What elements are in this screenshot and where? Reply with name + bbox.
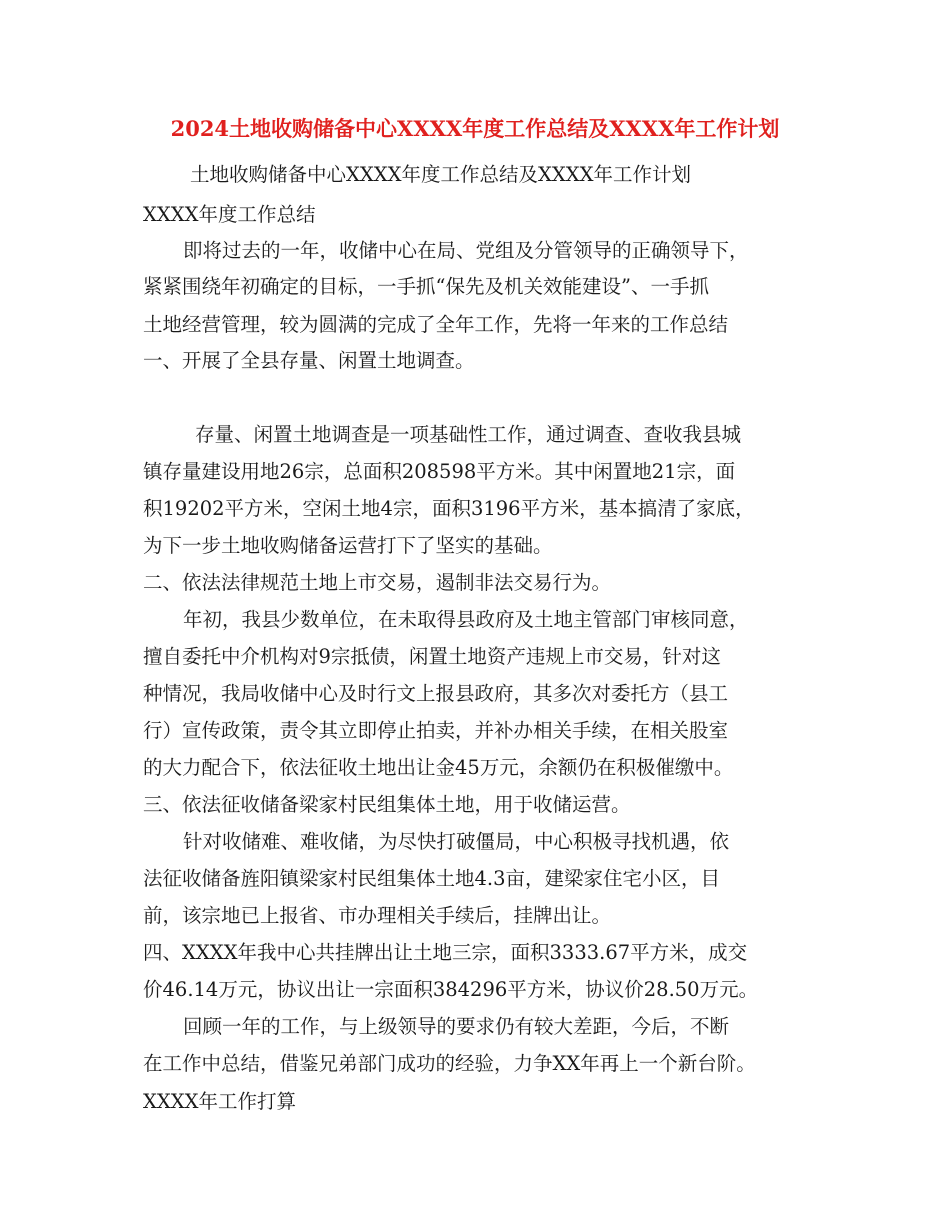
item-heading: 三、依法征收储备梁家村民组集体土地，用于收储运营。 xyxy=(143,793,631,816)
paragraph-line: 擅自委托中介机构对9宗抵债，闲置土地资产违规上市交易，针对这 xyxy=(143,645,721,668)
paragraph-line: 行）宣传政策，责令其立即停止拍卖，并补办相关手续，在相关股室 xyxy=(143,719,729,742)
document-title: 2024土地收购储备中心XXXX年度工作总结及XXXX年工作计划 xyxy=(170,116,780,141)
paragraph-line: 土地经营管理，较为圆满的完成了全年工作，先将一年来的工作总结 xyxy=(143,313,729,336)
paragraph-line: 种情况，我局收储中心及时行文上报县政府，其多次对委托方（县工 xyxy=(143,682,729,705)
item-heading: 一、开展了全县存量、闲置土地调查。 xyxy=(143,349,475,372)
paragraph-line: 前，该宗地已上报省、市办理相关手续后，挂牌出让。 xyxy=(143,904,612,927)
paragraph-line: 在工作中总结，借鉴兄弟部门成功的经验，力争XX年再上一个新台阶。 xyxy=(143,1052,756,1075)
paragraph-line: 的大力配合下，依法征收土地出让金45万元，余额仍在积极催缴中。 xyxy=(143,756,734,779)
item-heading: 二、依法法律规范土地上市交易，遏制非法交易行为。 xyxy=(143,571,612,594)
paragraph-line: 法征收储备旌阳镇梁家村民组集体土地4.3亩，建梁家住宅小区，目 xyxy=(143,867,721,890)
section-heading: XXXX年工作打算 xyxy=(143,1090,297,1113)
paragraph-line: 回顾一年的工作，与上级领导的要求仍有较大差距，今后，不断 xyxy=(183,1015,730,1038)
subtitle-line: 土地收购储备中心XXXX年度工作总结及XXXX年工作计划 xyxy=(190,163,692,186)
paragraph-line: 针对收储难、难收储，为尽快打破僵局，中心积极寻找机遇，依 xyxy=(183,830,730,853)
paragraph-line: 紧紧围绕年初确定的目标，一手抓“保先及机关效能建设”、一手抓 xyxy=(143,275,709,298)
section-heading: XXXX年度工作总结 xyxy=(143,203,316,226)
paragraph-line: 为下一步土地收购储备运营打下了坚实的基础。 xyxy=(143,534,553,557)
paragraph-line: 存量、闲置土地调查是一项基础性工作，通过调查、查收我县城 xyxy=(195,423,742,446)
paragraph-line: 积19202平方米，空闲土地4宗，面积3196平方米，基本搞清了家底， xyxy=(143,497,755,520)
item-heading: 四、XXXX年我中心共挂牌出让土地三宗，面积3333.67平方米，成交 xyxy=(143,941,748,964)
paragraph-line: 价46.14万元，协议出让一宗面积384296平方米，协议价28.50万元。 xyxy=(143,978,759,1001)
paragraph-line: 年初，我县少数单位，在未取得县政府及土地主管部门审核同意， xyxy=(183,608,749,631)
paragraph-line: 镇存量建设用地26宗，总面积208598平方米。其中闲置地21宗，面 xyxy=(143,460,736,483)
paragraph-line: 即将过去的一年，收储中心在局、党组及分管领导的正确领导下， xyxy=(183,239,749,262)
